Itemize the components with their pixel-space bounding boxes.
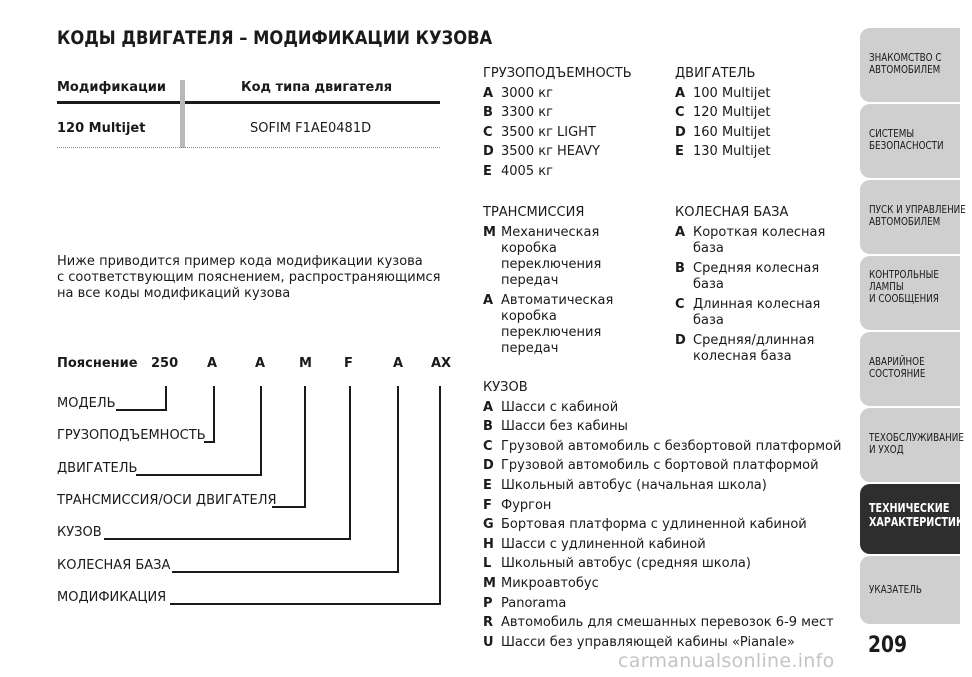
code-value: Школьный автобус (начальная школа) [501,477,767,493]
tab-getting-to-know[interactable] [860,28,960,102]
tab-label-line: БЕЗОПАСНОСТИ [869,139,944,152]
payload-section [483,64,632,181]
tab-label-line: АВТОМОБИЛЕМ [869,215,941,228]
code-value-line: коробка [501,308,557,324]
code-key: D [483,458,494,474]
list-item [675,123,770,143]
code-key: E [483,477,492,493]
column-header-modification: Модификации [57,80,166,95]
list-item [483,476,841,496]
page-number: 209 [868,633,908,658]
code-key: A [483,292,494,308]
tab-label-line: И УХОД [869,443,904,456]
decode-connector-lines [0,0,460,620]
code-value: Шасси без управляющей кабины «Pianale» [501,634,795,650]
list-item [483,103,632,123]
body-title: КУЗОВ [483,380,528,395]
code-value: Микроавтобус [501,575,599,591]
connector-model [116,386,166,410]
code-key: P [483,595,493,611]
tab-label [869,52,941,76]
tab-label-line: И СООБЩЕНИЯ [869,292,939,305]
code-value: Грузовой автомобиль с безбортовой платформой [501,438,842,454]
tab-label-line: АВТОМОБИЛЕМ [869,63,941,76]
list-item [483,496,841,516]
engine-title: ДВИГАТЕЛЬ [675,66,756,81]
code-value-line: коробка [501,240,557,256]
code-value: Шасси с кабиной [501,399,619,415]
list-item [675,331,843,367]
body-section [483,378,841,652]
code-key: F [483,497,492,513]
list-item [483,613,841,633]
code-value [501,291,631,359]
decode-label-modification: МОДИФИКАЦИЯ [57,590,167,605]
tab-index[interactable] [860,556,960,624]
decode-label-model: МОДЕЛЬ [57,396,116,411]
code-key: B [483,419,493,435]
list-item [483,594,841,614]
code-value-line: база [693,312,724,328]
list-item [483,417,841,437]
code-key: D [483,144,494,159]
code-key: B [483,105,493,120]
tab-label [869,204,966,228]
page-title: КОДЫ ДВИГАТЕЛЯ – МОДИФИКАЦИИ КУЗОВА [57,27,493,49]
code-value-line: база [693,240,724,256]
code-value-line: колесная база [693,348,792,364]
code-key: M [483,575,496,591]
tab-label-line: ТЕХНИЧЕСКИЕ [869,501,950,515]
intro-line: на все коды модификаций кузова [57,286,291,301]
wheelbase-section [675,203,843,367]
code-value: Школьный автобус (средняя школа) [501,556,751,572]
tab-label-line: ХАРАКТЕРИСТИКИ [869,515,972,529]
list-item [675,142,770,162]
transmission-title: ТРАНСМИССИЯ [483,205,585,220]
watermark: carmanualsonline.info [618,650,835,672]
code-key: E [675,144,684,159]
tab-safety[interactable] [860,104,960,178]
connector-transmission [272,386,305,507]
code-token-model: 250 [151,356,179,371]
tab-emergency[interactable] [860,332,960,406]
tab-label-line: СОСТОЯНИЕ [869,367,926,380]
code-value: 3500 кг LIGHT [501,124,596,140]
code-value [693,223,843,259]
decode-label-wheelbase: КОЛЕСНАЯ БАЗА [57,558,171,573]
list-item [483,162,632,182]
code-value [693,259,843,295]
list-item [483,554,841,574]
code-value-line: Средняя колесная [693,260,820,276]
code-token-wheelbase: A [393,356,404,371]
code-token-transmission: M [299,356,312,371]
code-value: 3500 кг HEAVY [501,144,600,159]
code-key: R [483,615,494,631]
code-value [501,223,631,291]
tab-technical-specifications[interactable] [860,484,972,554]
list-item [483,398,841,418]
tab-starting-driving[interactable] [860,180,966,254]
tab-label-line: СИСТЕМЫ [869,127,915,140]
list-item [675,84,770,104]
code-value [693,331,843,367]
code-key: M [483,224,496,240]
connector-payload [204,386,214,442]
engine-section [675,64,770,162]
code-value: Грузовой автомобиль с бортовой платформой [501,458,819,474]
tab-label [869,128,944,152]
list-item [675,223,843,259]
payload-title: ГРУЗОПОДЪЕМНОСТЬ [483,66,632,81]
tab-label-line: УКАЗАТЕЛЬ [869,583,922,596]
code-key: A [483,85,494,101]
tab-label [869,584,922,596]
code-value: Фургон [501,497,552,513]
code-key: D [675,124,686,140]
code-value: Panorama [501,595,567,611]
list-item [483,223,631,291]
code-value-line: Автоматическая [501,292,614,308]
code-key: A [675,224,686,240]
tab-warning-lights[interactable] [860,256,960,330]
tab-label [869,356,925,380]
decode-label-engine: ДВИГАТЕЛЬ [57,461,138,476]
decode-label-payload: ГРУЗОПОДЪЕМНОСТЬ [57,428,206,443]
connector-body [104,386,350,539]
list-item [675,295,843,331]
column-header-engine-code: Код типа двигателя [241,80,393,95]
list-item [483,437,841,457]
code-token-body: F [344,356,353,371]
code-value-line: Средняя/длинная [693,332,815,348]
tab-maintenance[interactable] [860,408,964,482]
code-value-line: Короткая колесная [693,224,826,240]
code-value: Шасси без кабины [501,419,628,435]
code-key: C [675,296,685,312]
tab-label-line: ТЕХОБСЛУЖИВАНИЕ [869,431,964,444]
intro-line: с соответствующим пояснением, распространяющимся [57,270,441,285]
tab-label-line: ЛАМПЫ [869,280,904,293]
code-value: Шасси с удлиненной кабиной [501,536,706,552]
code-token-modification: AX [431,356,452,371]
code-value-line: Длинная колесная [693,296,821,312]
transmission-section [483,203,631,359]
list-item [483,123,632,143]
code-value-line: передач [501,340,559,356]
code-token-payload: A [207,356,218,371]
list-item [675,259,843,295]
list-item [483,574,841,594]
code-key: G [483,517,494,533]
code-key: B [675,260,685,276]
decode-heading: Пояснение [57,356,138,371]
code-value-line: Механическая [501,224,600,240]
code-value: 3000 кг [501,85,553,101]
code-value: Автомобиль для смешанных перевозок 6-9 мест [501,615,834,631]
list-item [675,103,770,123]
code-key: A [483,399,494,415]
list-item [483,84,632,104]
code-value: 4005 кг [501,163,553,179]
code-key: H [483,536,494,552]
list-item [483,142,632,162]
wheelbase-title: КОЛЕСНАЯ БАЗА [675,205,789,220]
tab-label [869,501,972,529]
connector-engine [136,386,261,475]
list-item [483,515,841,535]
code-value: 3300 кг [501,105,553,120]
list-item [483,291,631,359]
code-value-line: передач [501,272,559,288]
tab-label-line: АВАРИЙНОЕ [869,355,925,368]
code-key: C [483,438,493,454]
code-value: Бортовая платформа с удлиненной кабиной [501,517,807,533]
tab-label-line: ЗНАКОМСТВО С [869,51,942,64]
code-key: A [675,85,686,101]
code-key: L [483,556,492,572]
code-key: C [675,105,685,120]
code-value: 120 Multijet [693,105,771,120]
code-value [693,295,843,331]
connector-wheelbase [172,386,398,572]
tab-label [869,269,939,305]
code-key: C [483,124,493,140]
code-key: D [675,332,686,348]
code-token-engine: A [255,356,266,371]
tab-label-line: КОНТРОЛЬНЫЕ [869,268,939,281]
code-key: E [483,163,492,179]
code-value: 130 Multijet [693,144,771,159]
decode-label-body: КУЗОВ [57,525,102,540]
table-cell-engine-code: SOFIM F1AE0481D [250,121,372,136]
list-item [483,535,841,555]
decode-label-transmission: ТРАНСМИССИЯ/ОСИ ДВИГАТЕЛЯ [57,493,277,508]
table-cell-modification: 120 Multijet [57,121,146,136]
code-value: 100 Multijet [693,85,771,101]
code-value-line: переключения [501,256,602,272]
tab-label [869,432,964,456]
code-value-line: база [693,276,724,292]
code-key: U [483,634,494,650]
tab-label-line: ПУСК И УПРАВЛЕНИЕ [869,203,966,216]
code-value: 160 Multijet [693,124,771,140]
list-item [483,456,841,476]
intro-line: Ниже приводится пример кода модификации кузова [57,254,423,269]
code-value-line: переключения [501,324,602,340]
